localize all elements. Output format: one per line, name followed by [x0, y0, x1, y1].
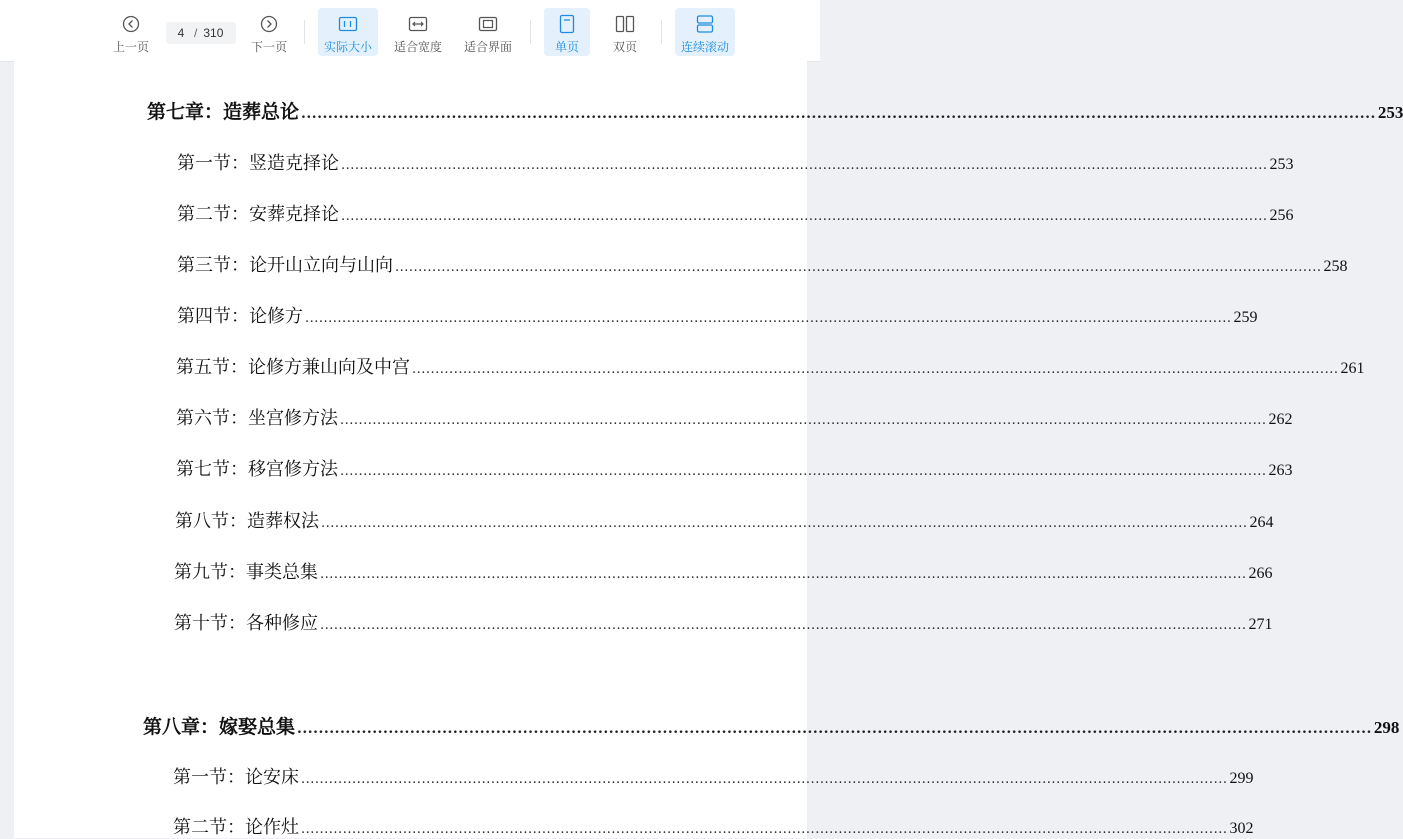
chapter-title: 第八章：嫁娶总集: [143, 716, 296, 738]
total-pages: 310: [203, 26, 224, 40]
chapter-page-number: 253: [1377, 103, 1403, 122]
fit-page-icon: [478, 12, 498, 36]
section-title: 第一节：竖造克择论: [177, 153, 339, 174]
section-title: 第六节：坐宫修方法: [176, 408, 338, 429]
fit-page-button[interactable]: [458, 8, 518, 56]
toc-section[interactable]: 第五节：论修方兼山向及中宫 ........................................................................................................................................................................................................ 261: [176, 353, 666, 379]
prev-page-label: 上一页: [112, 40, 149, 54]
section-title: 第二节：安葬克择论: [177, 204, 339, 225]
continuous-scroll-icon: [695, 12, 715, 36]
section-page-number: 258: [1323, 258, 1348, 275]
chapter-title: 第七章：造葬总论: [147, 101, 300, 123]
fit-width-button[interactable]: [388, 8, 448, 56]
continuous-scroll-label: 连续滚动: [680, 40, 729, 54]
double-page-icon: [615, 12, 635, 36]
section-title: 第九节：事类总集: [174, 562, 318, 583]
section-page-number: 302: [1229, 820, 1254, 837]
page-indicator: 4 / 310: [166, 22, 236, 44]
toolbar: [0, 0, 820, 62]
chapter-page-number: 298: [1373, 718, 1400, 737]
toc-section[interactable]: 第八节：造葬权法 ........................................................................................................................................................................................................ 264: [175, 507, 666, 533]
prev-page-button[interactable]: [108, 8, 154, 56]
toc-section[interactable]: 第七节：移宫修方法 ........................................................................................................................................................................................................ 263: [176, 455, 666, 481]
double-page-button[interactable]: [602, 8, 648, 56]
document-page: [14, 61, 1403, 838]
page-number-input[interactable]: [170, 26, 192, 40]
section-title: 第五节：论修方兼山向及中宫: [176, 357, 410, 378]
next-page-button[interactable]: [246, 8, 292, 56]
single-page-label: 单页: [554, 40, 579, 54]
fit-width-label: 适合宽度: [393, 40, 442, 54]
toc-section[interactable]: 第三节：论开山立向与山向 ........................................................................................................................................................................................................ 258: [177, 251, 667, 277]
section-title: 第十节：各种修应: [174, 613, 318, 634]
actual-size-icon: [338, 12, 358, 36]
section-page-number: 262: [1268, 411, 1293, 428]
continuous-scroll-button[interactable]: [675, 8, 735, 56]
toc-section[interactable]: 第六节：坐宫修方法 ........................................................................................................................................................................................................ 262: [176, 404, 666, 430]
fit-width-icon: [408, 12, 428, 36]
section-page-number: 259: [1233, 309, 1258, 326]
section-title: 第八节：造葬权法: [175, 511, 319, 532]
section-page-number: 256: [1269, 207, 1294, 224]
chevron-left-icon: [122, 12, 140, 36]
actual-size-label: 实际大小: [323, 40, 372, 54]
section-title: 第二节：论作灶: [173, 817, 299, 838]
section-title: 第三节：论开山立向与山向: [177, 255, 393, 276]
section-page-number: 253: [1269, 156, 1294, 173]
toc-section[interactable]: 第一节：竖造克择论 ........................................................................................................................................................................................................ 253: [177, 149, 667, 175]
section-title: 第四节：论修方: [177, 306, 303, 327]
toc-section[interactable]: 第十节：各种修应 ........................................................................................................................................................................................................ 271: [174, 609, 665, 635]
toc-section[interactable]: 第九节：事类总集 ........................................................................................................................................................................................................ 266: [174, 558, 665, 584]
section-page-number: 264: [1249, 514, 1274, 531]
section-page-number: 261: [1340, 360, 1365, 377]
section-title: 第七节：移宫修方法: [176, 459, 338, 480]
section-title: 第一节：论安床: [173, 767, 299, 788]
toc-section[interactable]: 第一节：论安床 ........................................................................................................................................................................................................ 299: [173, 763, 665, 789]
fit-page-label: 适合界面: [463, 40, 512, 54]
next-page-label: 下一页: [250, 40, 287, 54]
single-page-button[interactable]: [544, 8, 590, 56]
double-page-label: 双页: [612, 40, 637, 54]
section-page-number: 271: [1248, 616, 1273, 633]
chevron-right-icon: [260, 12, 278, 36]
toc-chapter-7[interactable]: 第七章：造葬总论 ........................................................................................................................................................................................................ 253: [147, 97, 667, 124]
toc-section[interactable]: 第四节：论修方 ........................................................................................................................................................................................................ 259: [177, 302, 667, 328]
toc-section[interactable]: 第二节：论作灶 ........................................................................................................................................................................................................ 302: [173, 813, 665, 839]
section-page-number: 263: [1268, 462, 1293, 479]
toc-chapter-8[interactable]: 第八章：嫁娶总集 ........................................................................................................................................................................................................ 298: [143, 712, 665, 739]
single-page-icon: [559, 12, 575, 36]
section-page-number: 299: [1229, 770, 1254, 787]
section-page-number: 266: [1248, 565, 1273, 582]
actual-size-button[interactable]: [318, 8, 378, 56]
toc-section[interactable]: 第二节：安葬克择论 ........................................................................................................................................................................................................ 256: [177, 200, 667, 226]
